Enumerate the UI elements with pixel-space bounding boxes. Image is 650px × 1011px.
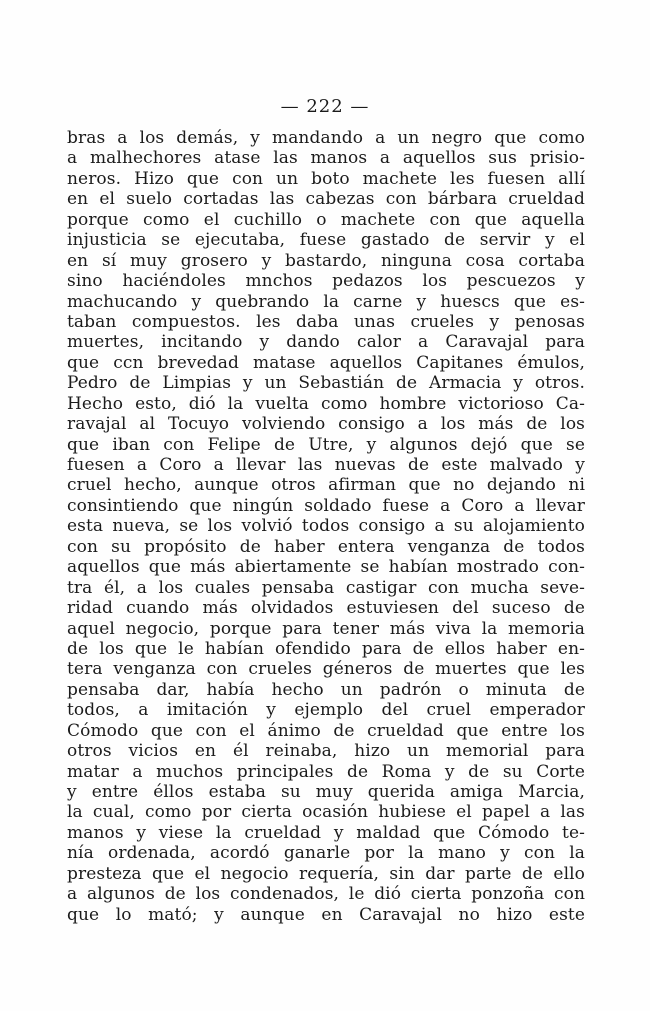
text-line: porque como el cuchillo o machete con que aquella bbox=[67, 209, 585, 230]
text-line: taban compuestos. les daba unas crueles y penosas bbox=[67, 311, 585, 332]
text-line: muertes, incitando y dando calor a Caravajal para bbox=[67, 332, 585, 353]
text-line: Cómodo que con el ánimo de crueldad que entre los bbox=[67, 720, 585, 741]
text-line: con su propósito de haber entera venganza de todos bbox=[67, 536, 585, 557]
text-line: aquel negocio, porque para tener más viva la memoria bbox=[67, 618, 585, 639]
text-line: tra él, a los cuales pensaba castigar con mucha seve- bbox=[67, 577, 585, 598]
text-line: que ccn brevedad matase aquellos Capitanes émulos, bbox=[67, 352, 585, 373]
text-line: Hecho esto, dió la vuelta como hombre victorioso Ca- bbox=[67, 393, 585, 414]
text-line: bras a los demás, y mandando a un negro que como bbox=[67, 128, 585, 148]
text-line: aquellos que más abiertamente se habían mostrado con- bbox=[67, 557, 585, 578]
text-line: esta nueva, se los volvió todos consigo a su alojamiento bbox=[67, 516, 585, 537]
text-line: que iban con Felipe de Utre, y algunos dejó que se bbox=[67, 434, 585, 455]
text-line: todos, a imitación y ejemplo del cruel emperador bbox=[67, 700, 585, 721]
text-line: neros. Hizo que con un boto machete les fuesen allí bbox=[67, 168, 585, 189]
text-line: a malhechores atase las manos a aquellos sus prisio- bbox=[67, 148, 585, 169]
text-line: que lo mató; y aunque en Caravajal no hizo este bbox=[67, 904, 585, 925]
text-line: la cual, como por cierta ocasión hubiese el papel a las bbox=[67, 802, 585, 823]
text-line: manos y viese la crueldad y maldad que Cómodo te- bbox=[67, 822, 585, 843]
text-line: cruel hecho, aunque otros afirman que no dejando ni bbox=[67, 475, 585, 496]
text-line: machucando y quebrando la carne y huescs que es- bbox=[67, 291, 585, 312]
text-line: nía ordenada, acordó ganarle por la mano y con la bbox=[67, 843, 585, 864]
text-line: matar a muchos principales de Roma y de su Corte bbox=[67, 761, 585, 782]
text-line: a algunos de los condenados, le dió cierta ponzoña con bbox=[67, 884, 585, 905]
text-line: ridad cuando más olvidados estuviesen del suceso de bbox=[67, 598, 585, 619]
text-line: presteza que el negocio requería, sin dar parte de ello bbox=[67, 863, 585, 884]
text-line: fuesen a Coro a llevar las nuevas de este malvado y bbox=[67, 455, 585, 475]
text-block bbox=[67, 128, 585, 925]
text-line: sino haciéndoles mnchos pedazos los pescuezos y bbox=[67, 271, 585, 292]
text-line: ravajal al Tocuyo volviendo consigo a los más de los bbox=[67, 414, 585, 435]
text-line: en el suelo cortadas las cabezas con bárbara crueldad bbox=[67, 189, 585, 210]
text-line: injusticia se ejecutaba, fuese gastado de servir y el bbox=[67, 230, 585, 251]
text-line: Pedro de Limpias y un Sebastián de Armacia y otros. bbox=[67, 373, 585, 394]
text-line: pensaba dar, había hecho un padrón o minuta de bbox=[67, 679, 585, 700]
text-line: otros vicios en él reinaba, hizo un memorial para bbox=[67, 741, 585, 762]
page-number: — 222 — bbox=[280, 96, 370, 117]
text-line: tera venganza con crueles géneros de muertes que les bbox=[67, 659, 585, 680]
text-line: en sí muy grosero y bastardo, ninguna cosa cortaba bbox=[67, 250, 585, 271]
text-line: consintiendo que ningún soldado fuese a Coro a llevar bbox=[67, 495, 585, 516]
text-line: y entre éllos estaba su muy querida amiga Marcia, bbox=[67, 782, 585, 802]
text-line: de los que le habían ofendido para de ellos haber en- bbox=[67, 638, 585, 659]
